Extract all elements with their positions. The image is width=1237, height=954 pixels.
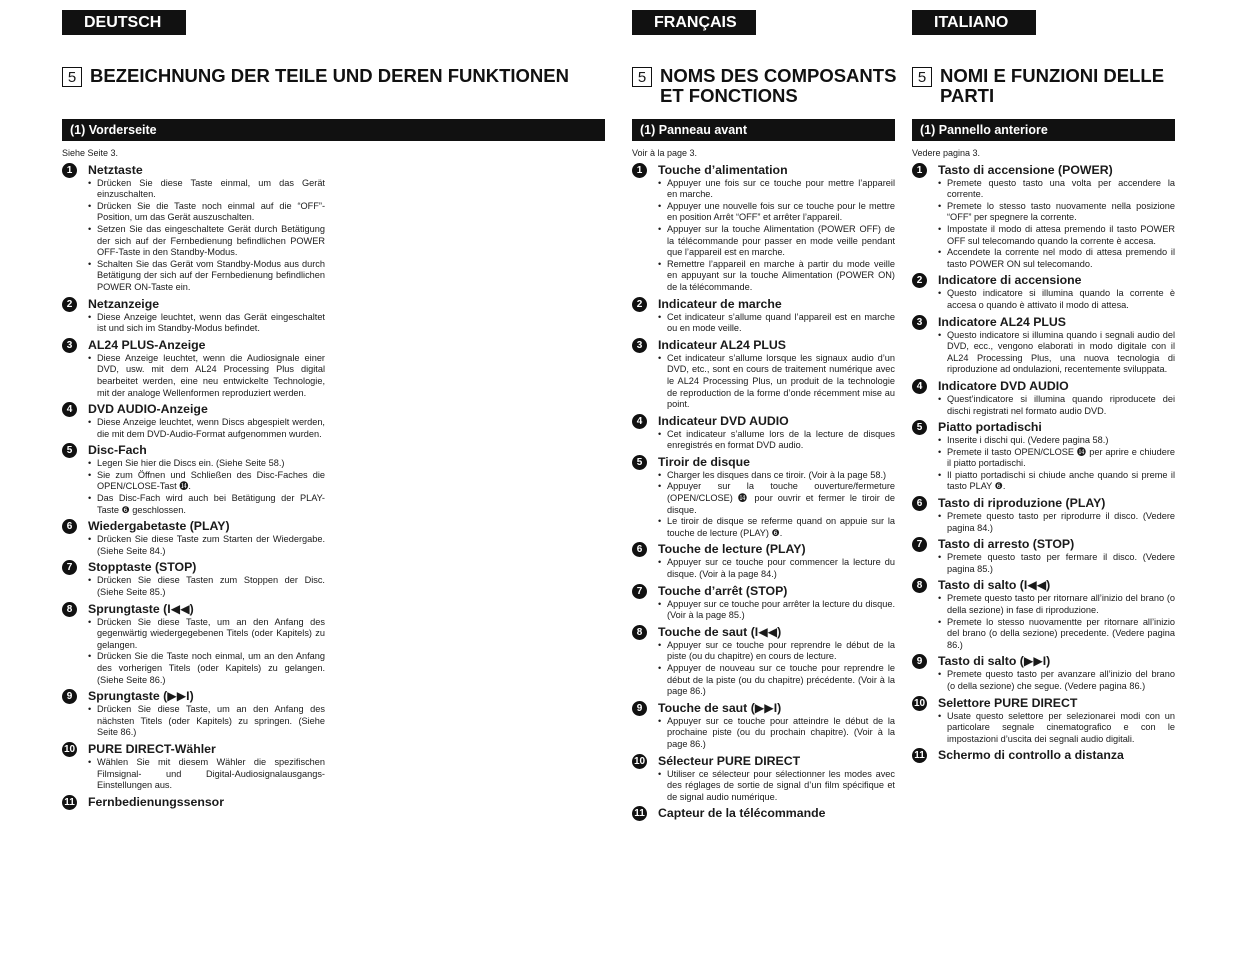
bullet-item: • Drücken Sie diese Taste zum Starten der Wiedergabe. (Siehe Seite 84.): [88, 534, 325, 557]
list-item: [632, 338, 895, 411]
item-number-badge: 1: [912, 163, 927, 178]
item-title: [62, 163, 325, 178]
bullet-list: [62, 757, 325, 792]
bullet-list: [912, 593, 1175, 651]
item-number-badge: 8: [912, 578, 927, 593]
list-item: [62, 402, 325, 440]
item-title: [632, 297, 895, 312]
item-number-badge: 10: [63, 743, 76, 755]
language-tab: ITALIANO: [912, 10, 1036, 35]
bullet-list: [912, 330, 1175, 376]
list-item: [62, 443, 325, 516]
list-item: [632, 754, 895, 804]
subsection-bar: (1) Pannello anteriore: [912, 119, 1175, 141]
bullet-item: • Premete questo tasto per avanzare all’inizio del brano (o della sezione) che segue. (Vedere pagina 86.): [938, 669, 1175, 692]
list-item: [912, 163, 1175, 271]
item-title-text: Fernbedienungssensor: [88, 794, 224, 809]
item-number-badge: 5: [912, 420, 927, 435]
item-title: [62, 602, 325, 617]
item-number-badge: 1: [62, 163, 77, 178]
bullet-item: • Premete lo stesso tasto nuovamente nella posizione “OFF” per spegnere la corrente.: [938, 201, 1175, 224]
bullet-list: [912, 288, 1175, 311]
bullet-item: • Wählen Sie mit diesem Wähler die spezifischen Filmsignal- und Digital-Audiosignalausgangs-Einstellungen aus.: [88, 757, 325, 792]
list-item: [912, 496, 1175, 534]
item-title-text: Indicateur DVD AUDIO: [658, 413, 789, 428]
item-title: [912, 537, 1175, 552]
item-title-text: Touche de lecture (PLAY): [658, 542, 806, 557]
item-title: [62, 443, 325, 458]
subsection-bar: (1) Vorderseite: [62, 119, 605, 141]
item-title-text: Indicateur AL24 PLUS: [658, 337, 787, 352]
section-title: [632, 66, 897, 106]
list-item: [632, 806, 895, 821]
item-title-text: Tasto di salto (I◀◀): [938, 578, 1051, 593]
section-title-text: BEZEICHNUNG DER TEILE UND DEREN FUNKTIONEN: [90, 65, 569, 86]
bullet-list: [912, 178, 1175, 271]
bullet-item: • Drücken Sie diese Taste einmal, um das Gerät einzuschalten.: [88, 178, 325, 201]
bullet-item: • Appuyer sur la touche ouverture/fermeture (OPEN/CLOSE) ⓮ pour ouvrir et fermer le tiroir de disque.: [658, 481, 895, 516]
item-title-text: Tasto di riproduzione (PLAY): [938, 496, 1106, 511]
language-tab: DEUTSCH: [62, 10, 186, 35]
item-title-text: Selettore PURE DIRECT: [938, 695, 1078, 710]
subsection-bar: (1) Panneau avant: [632, 119, 895, 141]
list-item: [632, 584, 895, 622]
item-title: [912, 379, 1175, 394]
item-title: [62, 519, 325, 534]
bullet-list: [632, 429, 895, 452]
list-item: [62, 742, 325, 792]
item-title-text: Schermo di controllo a distanza: [938, 748, 1124, 763]
item-title: [632, 584, 895, 599]
item-number-badge: 9: [912, 654, 927, 669]
list-item: [62, 297, 325, 335]
item-title-text: PURE DIRECT-Wähler: [88, 741, 216, 756]
item-title-text: Touche d’alimentation: [658, 162, 788, 177]
bullet-item: • Appuyer sur ce touche pour commencer la lecture du disque. (Voir à la page 84.): [658, 557, 895, 580]
bullet-item: • Premete questo tasto per riprodurre il disco. (Vedere pagina 84.): [938, 511, 1175, 534]
list-item: [62, 560, 325, 598]
item-number-badge: 6: [62, 519, 77, 534]
item-title-text: Sprungtaste (▶▶I): [88, 689, 194, 704]
bullet-item: • Drücken Sie die Taste noch einmal auf die “OFF”-Position, um das Gerät auszuschalten.: [88, 201, 325, 224]
bullet-item: • Premete il tasto OPEN/CLOSE ⓮ per aprire e chiudere il piatto portadischi.: [938, 447, 1175, 470]
item-number-badge: 3: [912, 315, 927, 330]
item-number-badge: 11: [632, 806, 647, 821]
bullet-list: [632, 557, 895, 580]
bullet-item: • Questo indicatore si illumina quando i segnali audio del DVD, ecc., vengono elaborati in modo digitale con il AL24 Processing Plus, una nuova tecnologia di riproduzione ad ondulazioni, recentemente sviluppata.: [938, 330, 1175, 376]
bullet-item: • Premete questo tasto una volta per accendere la corrente.: [938, 178, 1175, 201]
bullet-list: [62, 417, 325, 440]
bullet-list: [632, 312, 895, 335]
item-number-badge: 11: [912, 748, 927, 763]
item-title: [62, 560, 325, 575]
bullet-item: • Questo indicatore si illumina quando la corrente è accesa o quando è attivato il modo di attesa.: [938, 288, 1175, 311]
bullet-item: • Appuyer de nouveau sur ce touche pour reprendre le début de la piste (ou du chapitre) précédente. (Voir à la page 86.): [658, 663, 895, 698]
list-item: [632, 701, 895, 751]
list-item: [912, 654, 1175, 692]
bullet-item: • Appuyer sur la touche Alimentation (POWER OFF) de la télécommande pour passer en mode veille pendant que l’appareil est en marche.: [658, 224, 895, 259]
list-item: [912, 420, 1175, 493]
bullet-item: • Drücken Sie diese Taste, um an den Anfang des nächsten Titels (oder Kapitels) zu springen. (Siehe Seite 86.): [88, 704, 325, 739]
item-number-badge: 4: [632, 414, 647, 429]
item-title: [62, 795, 325, 810]
section-number: 5: [62, 67, 82, 87]
bullet-item: • Appuyer une nouvelle fois sur ce touche pour le mettre en position Arrêt “OFF” et arrêter l’appareil.: [658, 201, 895, 224]
item-title-text: Sprungtaste (I◀◀): [88, 601, 194, 616]
bullet-item: • Remettre l’appareil en marche à partir du mode veille en appuyant sur la touche Alimentation (POWER ON) de la télécommande.: [658, 259, 895, 294]
item-title-text: Netzanzeige: [88, 296, 160, 311]
bullet-list: [912, 435, 1175, 493]
bullet-list: [912, 394, 1175, 417]
column-body: [62, 148, 325, 813]
bullet-list: [632, 353, 895, 411]
bullet-list: [62, 178, 325, 294]
bullet-item: • Quest’indicatore si illumina quando riproducete dei dischi registrati nel formato audio DVD.: [938, 394, 1175, 417]
item-number-badge: 11: [62, 795, 77, 810]
bullet-item: • Sie zum Öffnen und Schließen des Disc-Faches die OPEN/CLOSE-Tast ⓮.: [88, 470, 325, 493]
bullet-list: [912, 711, 1175, 746]
section-number: 5: [912, 67, 932, 87]
item-title-text: Capteur de la télécommande: [658, 806, 826, 821]
list-item: [632, 455, 895, 540]
item-title: [912, 315, 1175, 330]
item-number-badge: 7: [632, 584, 647, 599]
list-item: [632, 163, 895, 294]
column-body: [632, 148, 895, 824]
bullet-list: [62, 534, 325, 557]
bullet-item: • Legen Sie hier die Discs ein. (Siehe Seite 58.): [88, 458, 325, 470]
list-item: [62, 795, 325, 810]
item-title: [632, 163, 895, 178]
section-title: [912, 66, 1177, 106]
page-reference: Voir à la page 3.: [632, 148, 698, 158]
list-item: [62, 689, 325, 739]
item-title: [632, 754, 895, 769]
bullet-item: • Drücken Sie die Taste noch einmal, um an den Anfang des vorherigen Titels (oder Kapitels) zu gelangen. (Siehe Seite 86.): [88, 651, 325, 686]
item-title-text: Tasto di accensione (POWER): [938, 162, 1113, 177]
bullet-list: [632, 470, 895, 540]
item-number-badge: 2: [62, 297, 77, 312]
item-number-badge: 1: [632, 163, 647, 178]
item-title-text: Tiroir de disque: [658, 454, 751, 469]
item-title-text: Stopptaste (STOP): [88, 560, 197, 575]
item-title: [912, 496, 1175, 511]
item-number-badge: 2: [912, 273, 927, 288]
item-title: [62, 742, 325, 757]
list-item: [632, 414, 895, 452]
bullet-list: [632, 599, 895, 622]
bullet-item: • Schalten Sie das Gerät vom Standby-Modus aus durch Betätigung der sich auf der Fernbedienung befindlichen POWER ON-Taste ein.: [88, 259, 325, 294]
list-item: [912, 273, 1175, 311]
item-title: [632, 542, 895, 557]
list-item: [62, 602, 325, 687]
list-item: [912, 696, 1175, 746]
item-title-text: Sélecteur PURE DIRECT: [658, 753, 801, 768]
bullet-item: • Appuyer sur ce touche pour reprendre le début de la piste (ou du chapitre) en cours de lecture.: [658, 640, 895, 663]
item-number-badge: 6: [912, 496, 927, 511]
item-number-badge: 5: [632, 455, 647, 470]
list-item: [912, 537, 1175, 575]
bullet-list: [632, 178, 895, 294]
section-number: 5: [632, 67, 652, 87]
list-item: [62, 163, 325, 294]
item-title: [912, 654, 1175, 669]
item-number-badge: 4: [912, 379, 927, 394]
item-title-text: Touche de saut (I◀◀): [658, 624, 782, 639]
item-title: [632, 455, 895, 470]
section-title-text: NOMS DES COMPOSANTS ET FONCTIONS: [660, 65, 897, 106]
list-item: [62, 338, 325, 399]
item-title: [912, 696, 1175, 711]
bullet-item: • Premete questo tasto per ritornare all’inizio del brano (o della sezione) in fase di riproduzione.: [938, 593, 1175, 616]
section-title-text: NOMI E FUNZIONI DELLE PARTI: [940, 65, 1165, 106]
bullet-item: • Il piatto portadischi si chiude anche quando si preme il tasto PLAY ❻.: [938, 470, 1175, 493]
item-title: [632, 625, 895, 640]
bullet-item: • Premete lo stesso nuovamentte per ritornare all’inizio del brano (o della sezione) precedente. (Vedere pagina 86.): [938, 617, 1175, 652]
item-title: [62, 689, 325, 704]
item-title: [912, 420, 1175, 435]
bullet-item: • Accendete la corrente nel modo di attesa premendo il tasto POWER ON sul telecomando.: [938, 247, 1175, 270]
bullet-item: • Setzen Sie das eingeschaltete Gerät durch Betätigung der sich auf der Fernbedienung befindlichen POWER OFF-Taste in den Standby-Modus.: [88, 224, 325, 259]
list-item: [912, 748, 1175, 763]
item-title-text: Indicatore DVD AUDIO: [938, 378, 1069, 393]
bullet-item: • Usate questo selettore per selezionarei modi con un particolare segnale cinematografico e con le impostazioni d’uscita dei segnali audio digitali.: [938, 711, 1175, 746]
section-title: [62, 66, 607, 87]
item-title-text: AL24 PLUS-Anzeige: [88, 337, 206, 352]
item-number-badge: 8: [632, 625, 647, 640]
item-title-text: Indicateur de marche: [658, 296, 782, 311]
bullet-item: • Diese Anzeige leuchtet, wenn Discs abgespielt werden, die mit dem DVD-Audio-Format aufgenommen wurden.: [88, 417, 325, 440]
item-title-text: Netztaste: [88, 162, 143, 177]
page-reference: Siehe Seite 3.: [62, 148, 119, 158]
list-item: [632, 297, 895, 335]
bullet-item: • Charger les disques dans ce tiroir. (Voir à la page 58.): [658, 470, 895, 482]
item-title-text: Indicatore AL24 PLUS: [938, 314, 1067, 329]
item-title: [912, 578, 1175, 593]
item-number-badge: 6: [632, 542, 647, 557]
bullet-list: [62, 617, 325, 687]
bullet-list: [62, 353, 325, 399]
bullet-item: • Le tiroir de disque se referme quand on appuie sur la touche de lecture (PLAY) ❻.: [658, 516, 895, 539]
item-number-badge: 9: [632, 701, 647, 716]
bullet-item: • Das Disc-Fach wird auch bei Betätigung der PLAY-Taste ❻ geschlossen.: [88, 493, 325, 516]
item-title-text: Tasto di arresto (STOP): [938, 537, 1075, 552]
item-title: [912, 163, 1175, 178]
bullet-item: • Premete questo tasto per fermare il disco. (Vedere pagina 85.): [938, 552, 1175, 575]
item-number-badge: 3: [632, 338, 647, 353]
bullet-list: [912, 511, 1175, 534]
item-title: [62, 297, 325, 312]
item-number-badge: 9: [62, 689, 77, 704]
item-title-text: Touche de saut (▶▶I): [658, 700, 782, 715]
item-title: [62, 338, 325, 353]
item-title: [632, 806, 895, 821]
bullet-list: [62, 312, 325, 335]
item-number-badge: 2: [632, 297, 647, 312]
item-number-badge: 5: [62, 443, 77, 458]
item-title: [632, 338, 895, 353]
bullet-item: • Drücken Sie diese Taste, um an den Anfang des gegenwärtig wiedergegebenen Titels (oder Kapitels) zu gelangen.: [88, 617, 325, 652]
list-item: [632, 542, 895, 580]
bullet-list: [62, 458, 325, 516]
list-item: [912, 315, 1175, 376]
language-tab: FRANÇAIS: [632, 10, 756, 35]
bullet-item: • Cet indicateur s’allume lorsque les signaux audio d’un DVD, etc., sont en cours de traitement numérique avec le AL24 Processing Plus, un produit de la technologie de reproduction de la forme d’onde récemment mise au point.: [658, 353, 895, 411]
bullet-list: [632, 640, 895, 698]
item-number-badge: 8: [62, 602, 77, 617]
item-number-badge: 4: [62, 402, 77, 417]
item-number-badge: 7: [62, 560, 77, 575]
bullet-item: • Appuyer sur ce touche pour atteindre le début de la prochaine piste (ou du prochain chapitre). (Voir à la page 86.): [658, 716, 895, 751]
item-title-text: Indicatore di accensione: [938, 273, 1082, 288]
bullet-list: [62, 575, 325, 598]
item-title: [632, 414, 895, 429]
bullet-list: [632, 769, 895, 804]
item-title-text: Piatto portadischi: [938, 420, 1042, 435]
bullet-item: • Drücken Sie diese Tasten zum Stoppen der Disc. (Siehe Seite 85.): [88, 575, 325, 598]
bullet-list: [912, 669, 1175, 692]
bullet-item: • Cet indicateur s’allume quand l’appareil est en marche ou en mode veille.: [658, 312, 895, 335]
item-title: [62, 402, 325, 417]
bullet-item: • Inserite i dischi qui. (Vedere pagina 58.): [938, 435, 1175, 447]
item-title-text: DVD AUDIO-Anzeige: [88, 402, 208, 417]
list-item: [632, 625, 895, 698]
bullet-item: • Appuyer une fois sur ce touche pour mettre l’appareil en marche.: [658, 178, 895, 201]
bullet-list: [912, 552, 1175, 575]
item-title: [632, 701, 895, 716]
item-title-text: Tasto di salto (▶▶I): [938, 654, 1051, 669]
item-title-text: Wiedergabetaste (PLAY): [88, 519, 230, 534]
list-item: [912, 578, 1175, 651]
list-item: [912, 379, 1175, 417]
column-body: [912, 148, 1175, 766]
item-title-text: Disc-Fach: [88, 443, 147, 458]
page-reference: Vedere pagina 3.: [912, 148, 981, 158]
item-title-text: Touche d’arrêt (STOP): [658, 583, 788, 598]
bullet-item: • Appuyer sur ce touche pour arrêter la lecture du disque. (Voir à la page 85.): [658, 599, 895, 622]
item-number-badge: 3: [62, 338, 77, 353]
bullet-item: • Diese Anzeige leuchtet, wenn das Gerät eingeschaltet ist und sich im Standby-Modus befindet.: [88, 312, 325, 335]
bullet-item: • Diese Anzeige leuchtet, wenn die Audiosignale einer DVD, usw. mit dem AL24 Processing Plus digital bearbeitet werden, eine neu entwickelte Technologie, mit der analoge Wellenformen reproduziert werden.: [88, 353, 325, 399]
bullet-item: • Impostate il modo di attesa premendo il tasto POWER OFF sul telecomando quando la corrente è accesa.: [938, 224, 1175, 247]
list-item: [62, 519, 325, 557]
item-title: [912, 748, 1175, 763]
item-number-badge: 7: [912, 537, 927, 552]
item-number-badge: 10: [633, 755, 646, 767]
item-number-badge: 10: [913, 697, 926, 709]
item-title: [912, 273, 1175, 288]
bullet-item: • Cet indicateur s’allume lors de la lecture de disques enregistrés en format DVD audio.: [658, 429, 895, 452]
bullet-item: • Utiliser ce sélecteur pour sélectionner les modes avec des réglages de sortie de signal d’un film spécifique et de signal audio numérique.: [658, 769, 895, 804]
bullet-list: [62, 704, 325, 739]
bullet-list: [632, 716, 895, 751]
